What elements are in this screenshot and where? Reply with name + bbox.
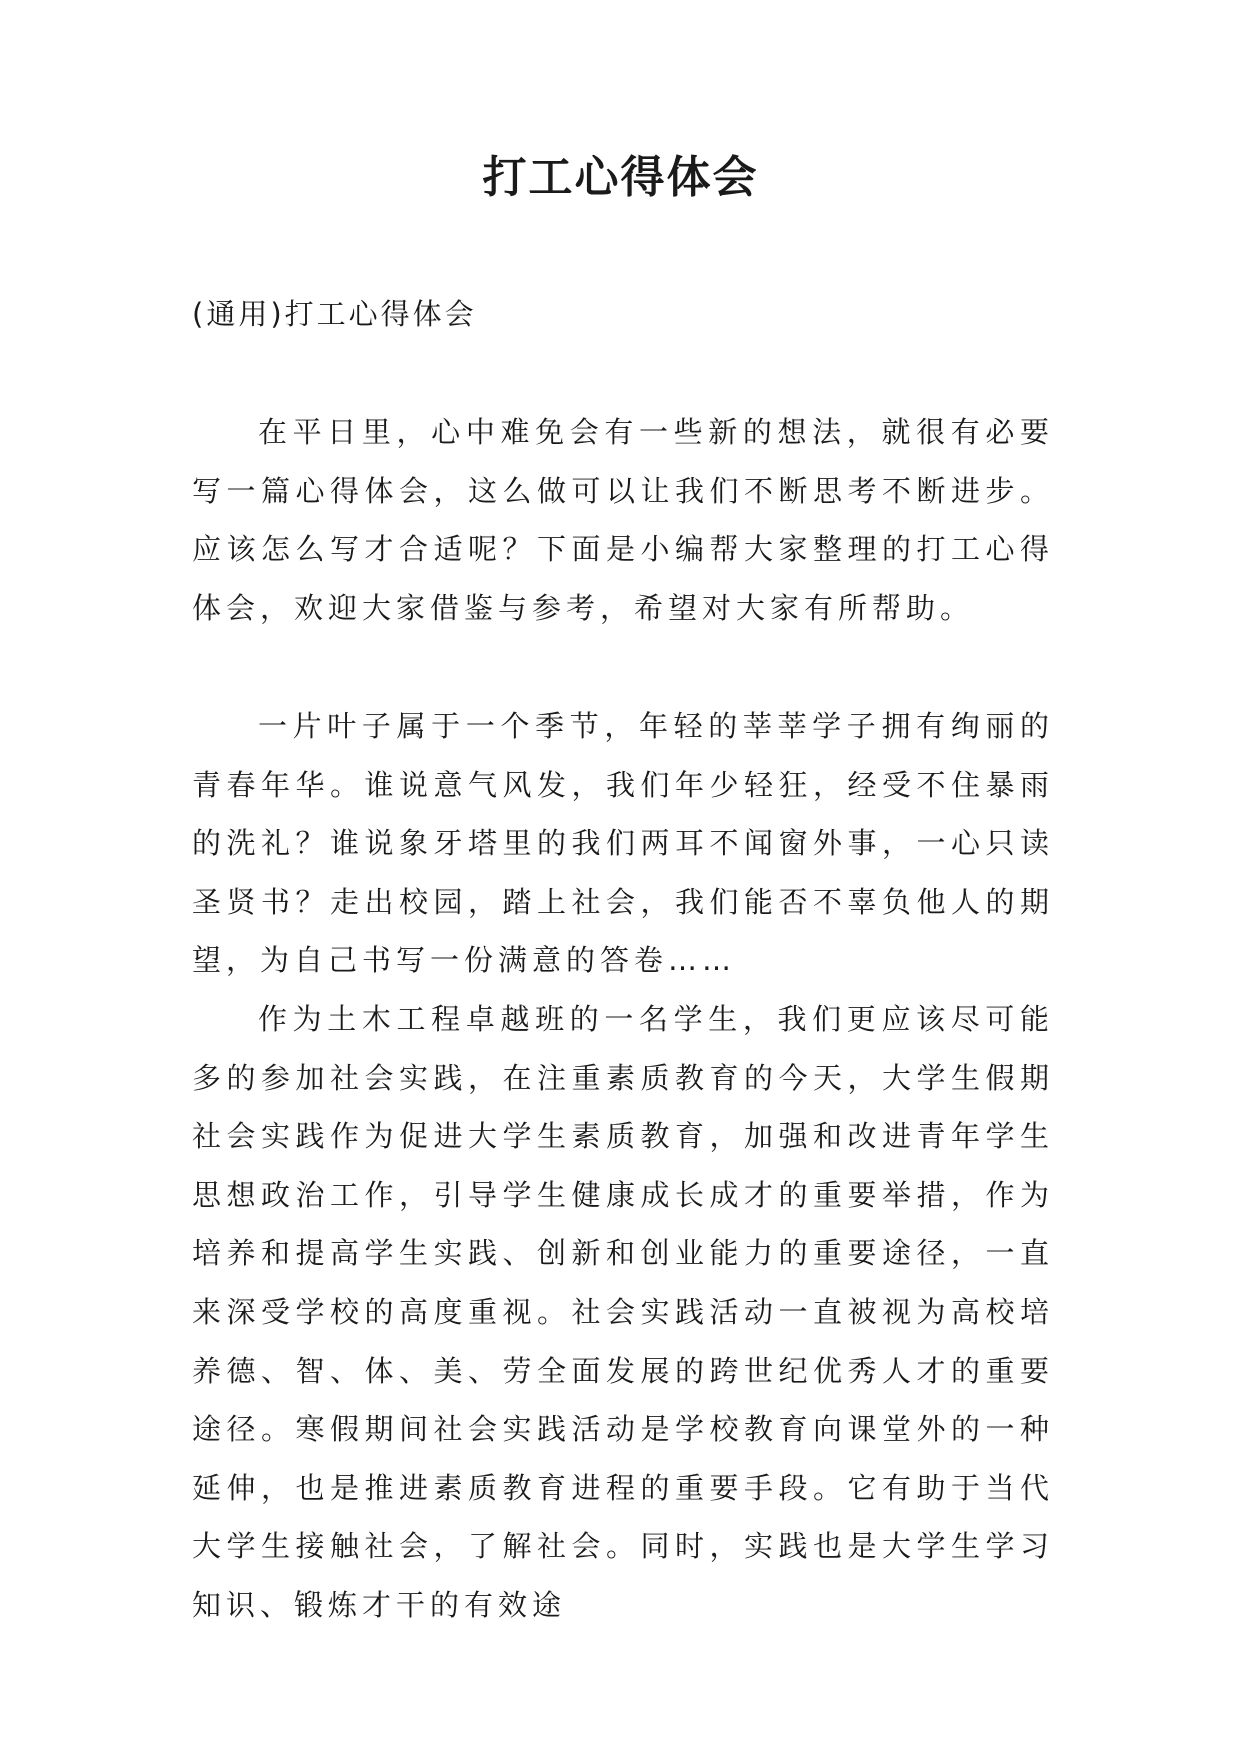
document-title: 打工心得体会	[482, 152, 759, 203]
document-subtitle: (通用)打工心得体会	[192, 297, 477, 331]
paragraph-leaf: 一片叶子属于一个季节，年轻的莘莘学子拥有绚丽的青春年华。谁说意气风发，我们年少轻狂，经受不住暴雨的洗礼？谁说象牙塔里的我们两耳不闻窗外事，一心只读圣贤书？走出校园，踏上社会，我们能否不辜负他人的期望，为自己书写一份满意的答卷……	[192, 709, 1054, 978]
paragraph-intro: 在平日里，心中难免会有一些新的想法，就很有必要写一篇心得体会，这么做可以让我们不断思考不断进步。应该怎么写才合适呢？下面是小编帮大家整理的打工心得体会，欢迎大家借鉴与参考，希望对大家有所帮助。	[192, 415, 1054, 625]
paragraph-practice: 作为土木工程卓越班的一名学生，我们更应该尽可能多的参加社会实践，在注重素质教育的今天，大学生假期社会实践作为促进大学生素质教育，加强和改进青年学生思想政治工作，引导学生健康成长成才的重要举措，作为培养和提高学生实践、创新和创业能力的重要途径，一直来深受学校的高度重视。社会实践活动一直被视为高校培养德、智、体、美、劳全面发展的跨世纪优秀人才的重要途径。寒假期间社会实践活动是学校教育向课堂外的一种延伸，也是推进素质教育进程的重要手段。它有助于当代大学生接触社会，了解社会。同时，实践也是大学生学习知识、锻炼才干的有效途	[192, 1002, 1054, 1622]
